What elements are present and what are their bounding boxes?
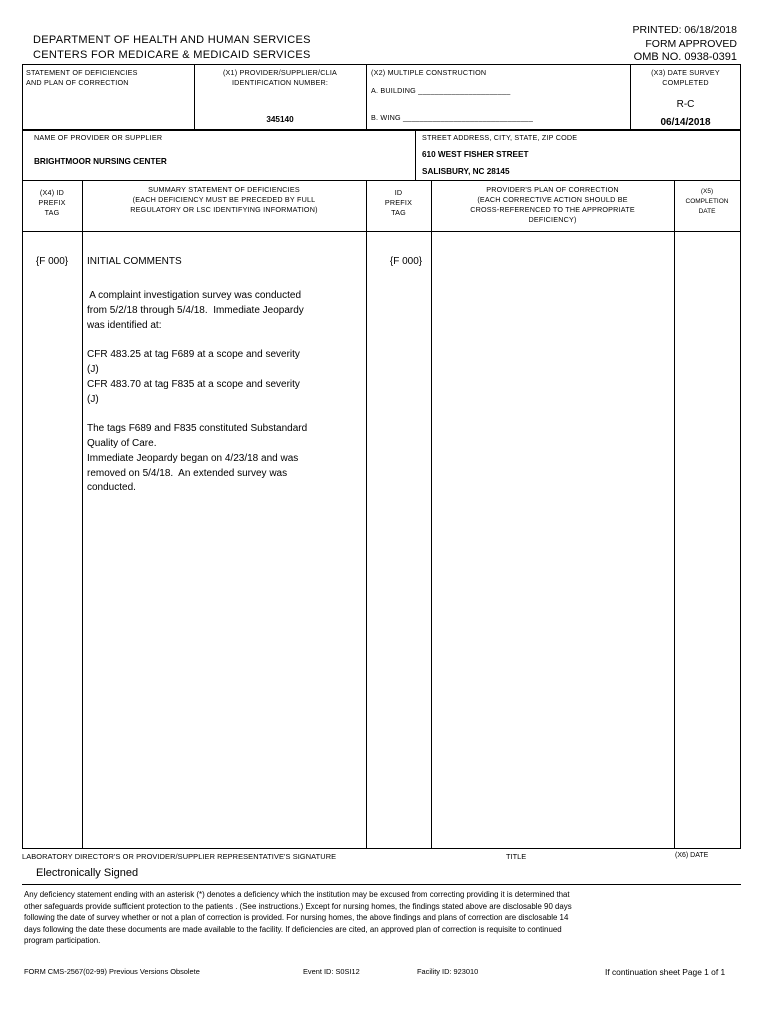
entry-line: The tags F689 and F835 constituted Substandard xyxy=(87,423,308,435)
signature-value: Electronically Signed xyxy=(36,867,139,879)
department-name: DEPARTMENT OF HEALTH AND HUMAN SERVICES xyxy=(33,34,311,46)
x4-id-prefix-tag-header: (X4) ID PREFIX TAG xyxy=(38,188,66,217)
entry-line xyxy=(87,333,362,348)
x3-date-survey-label: (X3) DATE SURVEY COMPLETED xyxy=(651,68,720,87)
entry-line: CFR 483.70 at tag F835 at a scope and severity xyxy=(87,378,300,390)
street-address: 610 WEST FISHER STREET xyxy=(422,150,529,159)
disclaimer-line: program participation. xyxy=(24,936,101,946)
survey-type-code: R-C xyxy=(676,99,695,110)
entry-line: (J) xyxy=(87,363,99,375)
entry-line: was identified at: xyxy=(87,319,162,331)
x6-date-label: (X6) DATE xyxy=(675,852,709,859)
left-prefix-tag: {F 000} xyxy=(35,256,69,267)
summary-statement-header: SUMMARY STATEMENT OF DEFICIENCIES (EACH DEFICIENCY MUST BE PRECEDED BY FULL REGULATORY OR LSC IDENTIFYING INFORMATION) xyxy=(130,185,318,214)
disclaimer-text xyxy=(24,889,744,947)
omb-number: OMB NO. 0938-0391 xyxy=(633,51,737,63)
x2-multiple-construction: (X2) MULTIPLE CONSTRUCTION xyxy=(371,68,487,77)
page-number: If continuation sheet Page 1 of 1 xyxy=(605,967,726,977)
statement-label: STATEMENT OF DEFICIENCIES AND PLAN OF CORRECTION xyxy=(26,68,138,87)
building-field: A. BUILDING ______________________ xyxy=(371,86,511,95)
id-prefix-tag-header: ID PREFIX TAG xyxy=(384,188,413,217)
signature-label: LABORATORY DIRECTOR'S OR PROVIDER/SUPPLIER REPRESENTATIVE'S SIGNATURE xyxy=(22,852,337,861)
printed-date: PRINTED: 06/18/2018 xyxy=(632,24,737,36)
form-approved: FORM APPROVED xyxy=(645,37,737,50)
address-label: STREET ADDRESS, CITY, STATE, ZIP CODE xyxy=(422,133,578,142)
entry-line: from 5/2/18 through 5/4/18. Immediate Jeopardy xyxy=(87,304,304,316)
entry-title: INITIAL COMMENTS xyxy=(87,256,182,267)
entry-body xyxy=(87,289,362,496)
provider-id-number: 345140 xyxy=(266,115,294,124)
entry-line: removed on 5/4/18. An extended survey was xyxy=(87,467,288,479)
right-prefix-tag: {F 000} xyxy=(389,256,423,267)
title-label: TITLE xyxy=(506,852,527,861)
provider-name: BRIGHTMOOR NURSING CENTER xyxy=(34,157,167,166)
wing-field: B. WING _______________________________ xyxy=(371,113,534,122)
entry-line: CFR 483.25 at tag F689 at a scope and severity xyxy=(87,349,300,361)
entry-line xyxy=(87,407,362,422)
survey-completed-date: 06/14/2018 xyxy=(660,117,711,128)
form-number: FORM CMS-2567(02-99) Previous Versions Obsolete xyxy=(24,967,200,976)
entry-line: Quality of Care. xyxy=(87,437,157,449)
centers-name: CENTERS FOR MEDICARE & MEDICAID SERVICES xyxy=(33,49,311,61)
entry-line: A complaint investigation survey was conducted xyxy=(87,290,302,301)
entry-line: conducted. xyxy=(87,482,136,494)
event-id: Event ID: S0SI12 xyxy=(303,967,360,976)
agency-header xyxy=(33,33,311,63)
form-status-header xyxy=(633,24,737,65)
provider-name-label: NAME OF PROVIDER OR SUPPLIER xyxy=(34,133,163,142)
x1-provider-id-label: (X1) PROVIDER/SUPPLIER/CLIA IDENTIFICATION NUMBER: xyxy=(222,68,338,87)
disclaimer-line: following the date of survey whether or not a plan of correction is provided. For nursing homes, the above findings and plans of correction are disclosable 14 xyxy=(24,913,569,923)
city-state-zip: SALISBURY, NC 28145 xyxy=(422,167,510,176)
disclaimer-line: days following the date these documents are made available to the facility. If deficiencies are cited, an approved plan of correction is requisite to continued xyxy=(24,924,562,934)
entry-line: Immediate Jeopardy began on 4/23/18 and was xyxy=(87,452,299,464)
disclaimer-line: other safeguards provide sufficient protection to the patients . (See instructions.) Except for nursing homes, the findings stated above are disclosable 90 days xyxy=(24,901,572,911)
plan-of-correction-header: PROVIDER'S PLAN OF CORRECTION (EACH CORRECTIVE ACTION SHOULD BE CROSS-REFERENCED TO THE APPROPRIATE DEFICIENCY) xyxy=(470,185,635,224)
disclaimer-line: Any deficiency statement ending with an asterisk (*) denotes a deficiency which the institution may be excused from correcting providing it is determined that xyxy=(24,890,570,899)
x5-completion-date-header: (X5) COMPLETION DATE xyxy=(685,188,729,215)
entry-line: (J) xyxy=(87,393,99,405)
facility-id: Facility ID: 923010 xyxy=(417,967,479,976)
